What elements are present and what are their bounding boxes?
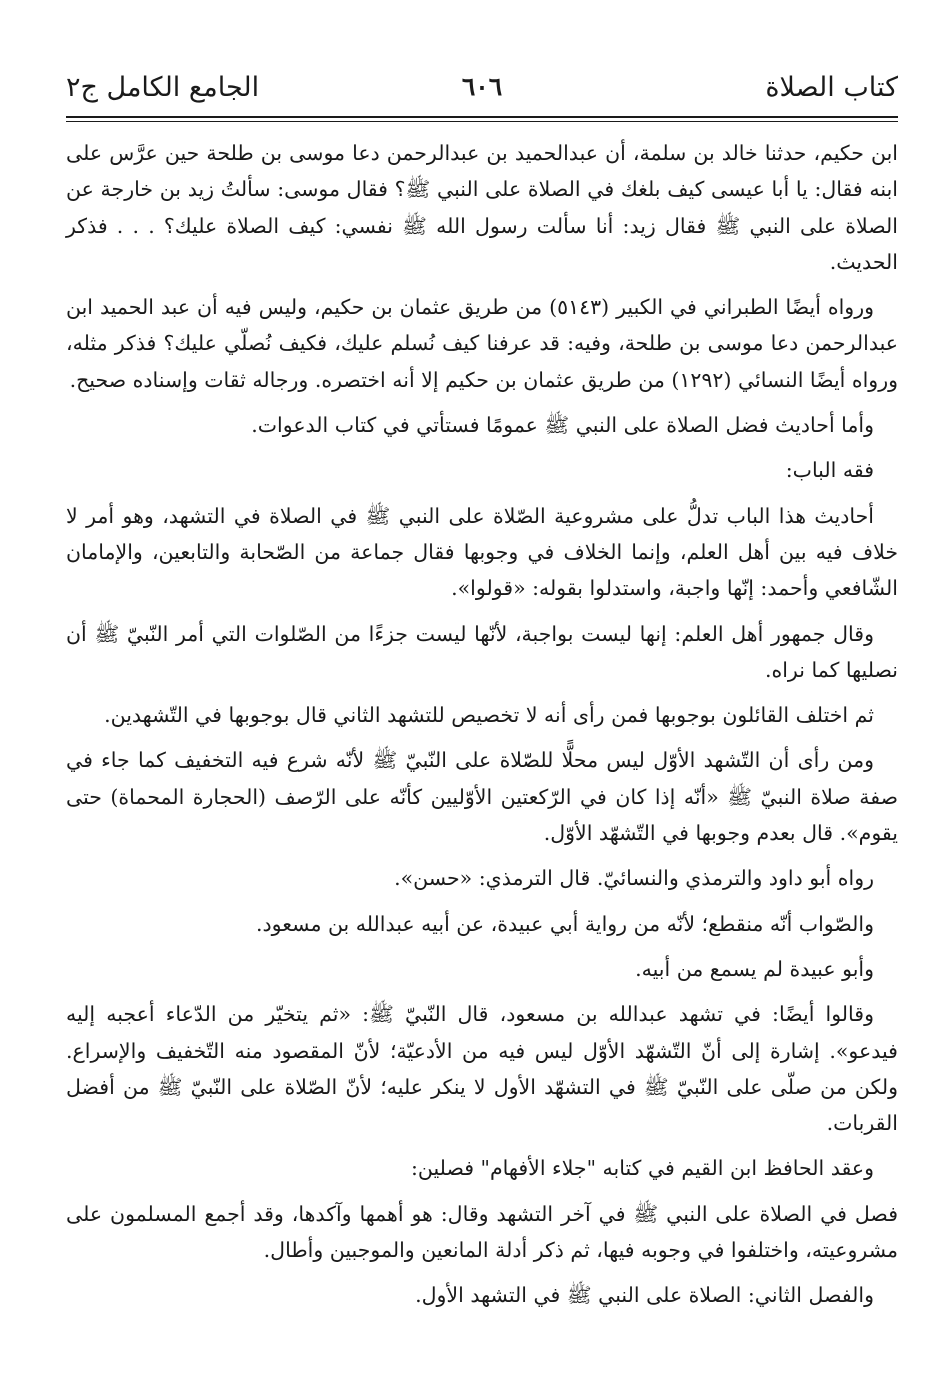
book-title: كتاب الصلاة [765,72,898,103]
paragraph-ibn-qayyim: وعقد الحافظ ابن القيم في كتابه "جلاء الأفهام" فصلين: [410,1156,874,1181]
header-rule-thin [66,121,898,122]
paragraph-virtues: وأما أحاديث فضل الصلاة على النبي ﷺ عمومًا فستأتي في كتاب الدعوات. [251,413,874,438]
paragraph-second-chapter: والفصل الثاني: الصلاة على النبي ﷺ في التشهد الأول. [415,1283,874,1308]
paragraph-munqati: والصّواب أنّه منقطع؛ لأنّه من رواية أبي عبيدة، عن أبيه عبدالله بن مسعود. [256,911,874,936]
paragraph-majority: وقال جمهور أهل العلم: إنها ليست بواجبة، لأنّها ليست جزءًا من الصّلوات التي أمر النّبيّ ﷺ أن نصليها كما نراه. [66,621,898,682]
paragraph-narration: رواه أبو داود والترمذي والنسائيّ. قال الترمذي: «حسن». [394,866,874,891]
page-header [66,62,898,110]
paragraph-first-tashahhud: ومن رأى أن التّشهد الأوّل ليس محلًّا للصّلاة على النّبيّ ﷺ لأنّه شرع فيه التخفيف كما جاء في صفة صلاة النبيّ ﷺ «أنّه إذا كان في الرّكعتين الأوّليين كأنّه على الرّصف (الحجارة المحماة) حتى يقوم». قال بعدم وجوبها في التّشهّد الأوّل. [66,748,898,846]
section-heading-fiqh: فقه الباب: [785,458,874,483]
page-number: ٦٠٦ [461,72,503,101]
page-body [66,135,898,1323]
paragraph-hadith-continuation: ابن حكيم، حدثنا خالد بن سلمة، أن عبدالحميد بن عبدالرحمن دعا موسى بن طلحة حين عرَّس على ابنه فقال: يا أبا عيسى كيف بلغك في الصلاة على النبي ﷺ؟ فقال موسى: سألتُ زيد بن خارجة عن الصلاة على النبي ﷺ فقال زيد: أنا سألت رسول الله ﷺ نفسي: كيف الصلاة عليك؟ . . . فذكر الحديث. [66,141,898,274]
volume-title: الجامع الكامل ج٢ [66,72,260,103]
paragraph-both-tashahhuds: ثم اختلف القائلون بوجوبها فمن رأى أنه لا تخصيص للتشهد الثاني قال بوجوبها في التّشهدين. [104,703,874,728]
paragraph-ibn-masud: وقالوا أيضًا: في تشهد عبدالله بن مسعود، قال النّبيّ ﷺ: «ثم يتخيّر من الدّعاء أعجبه إليه فيدعو». إشارة إلى أنّ التّشهّد الأوّل ليس فيه من الأدعيّة؛ لأنّ المقصود منه التّخفيف والإسراع. ولكن من صلّى على النّبيّ ﷺ في التشهّد الأول لا ينكر عليه؛ لأنّ الصّلاة على النّبيّ ﷺ من أفضل القربات. [66,1002,898,1136]
paragraph-abu-ubaida: وأبو عبيدة لم يسمع من أبيه. [635,956,874,981]
header-rule-thick [66,116,898,118]
paragraph-tabarani: ورواه أيضًا الطبراني في الكبير (٥١٤٣) من طريق عثمان بن حكيم، وليس فيه أن عبد الحميد ابن عبدالرحمن دعا موسى بن طلحة، وفيه: قد عرفنا كيف نُسلم عليك، فكيف نُصلّي عليك؟ فذكر مثله، ورواه أيضًا النسائي (١٢٩٢) من طريق عثمان بن حكيم إلا أنه اختصره. ورجاله ثقات وإسناده صحيح. [66,295,898,392]
paragraph-first-chapter: فصل في الصلاة على النبي ﷺ في آخر التشهد وقال: هو أهمها وآكدها، وقد أجمع المسلمون على مشروعيته، واختلفوا في وجوبه فيها، ثم ذكر أدلة المانعين والموجبين وأطال. [66,1201,898,1263]
paragraph-obligation: أحاديث هذا الباب تدلُّ على مشروعية الصّلاة على النبي ﷺ في الصلاة في التشهد، وهو أمر لا خلاف فيه بين أهل العلم، وإنما الخلاف في وجوبها فقال جماعة من الصّحابة والتابعين، والإمامان الشّافعي وأحمد: إنّها واجبة، واستدلوا بقوله: «قولوا». [66,503,898,601]
